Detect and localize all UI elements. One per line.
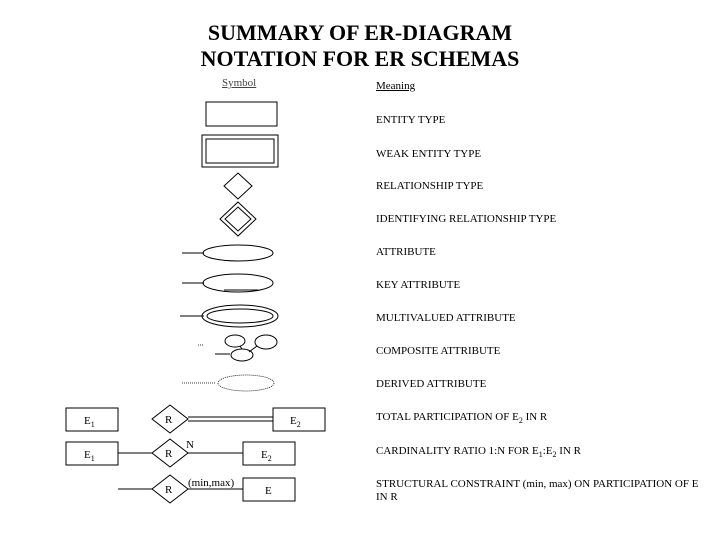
relationship-r-label-3: R (165, 484, 173, 496)
meaning-cardinality-post: IN R (556, 445, 581, 457)
meaning-column-header: Meaning (376, 80, 416, 92)
entity-type-symbol (206, 102, 277, 126)
entity-e-label: E (265, 485, 272, 497)
meaning-cardinality-sub2: 2 (552, 450, 557, 460)
identifying-relationship-symbol (220, 202, 256, 236)
cardinality-ratio-symbol (66, 439, 295, 467)
total-participation-symbol (66, 405, 325, 433)
structural-constraint-symbol (118, 475, 295, 503)
entity-e2-label-2: $E_2$ (261, 449, 272, 463)
entity-e1-label: $E_1$ (84, 415, 95, 429)
meaning-structural-constraint: STRUCTURAL CONSTRAINT (min, max) ON PARTICIPATION OF E IN R (376, 478, 699, 503)
meaning-cardinality-pre: CARDINALITY RATIO 1:N FOR E (376, 445, 539, 457)
multivalued-attribute-symbol (180, 305, 278, 327)
meaning-total-participation-post: IN R (522, 411, 548, 423)
entity-e2-label: $E_2$ (290, 415, 301, 429)
relationship-r-label-2: R (165, 448, 173, 460)
title-line-1: SUMMARY OF ER-DIAGRAM (207, 20, 513, 45)
meaning-multivalued-attribute: MULTIVALUED ATTRIBUTE (376, 312, 516, 324)
meaning-identifying-relationship-type: IDENTIFYING RELATIONSHIP TYPE (376, 213, 557, 225)
cardinality-n-label: N (186, 439, 194, 451)
relationship-type-symbol (224, 173, 252, 199)
meaning-derived-attribute: DERIVED ATTRIBUTE (376, 378, 487, 390)
meaning-total-participation-pre: TOTAL PARTICIPATION OF E (376, 411, 519, 423)
meaning-entity-type: ENTITY TYPE (376, 114, 446, 126)
meaning-composite-attribute: COMPOSITE ATTRIBUTE (376, 345, 501, 357)
symbol-column-header: Symbol (222, 77, 257, 89)
meaning-weak-entity-type: WEAK ENTITY TYPE (376, 148, 482, 160)
min-max-label: (min,max) (188, 477, 235, 489)
composite-attribute-symbol (198, 335, 277, 361)
meaning-attribute: ATTRIBUTE (376, 246, 436, 258)
key-attribute-symbol (182, 274, 273, 292)
entity-e1-label-2: $E_1$ (84, 449, 95, 463)
meaning-key-attribute: KEY ATTRIBUTE (376, 279, 461, 291)
attribute-symbol (182, 245, 273, 261)
relationship-r-label: R (165, 414, 173, 426)
meaning-cardinality-sub1: 1 (538, 450, 543, 460)
title-line-2: NOTATION FOR ER SCHEMAS (200, 46, 520, 71)
meaning-relationship-type: RELATIONSHIP TYPE (376, 180, 484, 192)
weak-entity-type-symbol (202, 135, 278, 167)
meaning-cardinality-mid: :E (542, 445, 553, 457)
meaning-total-participation-sub: 2 (518, 416, 523, 426)
derived-attribute-symbol (182, 375, 274, 391)
